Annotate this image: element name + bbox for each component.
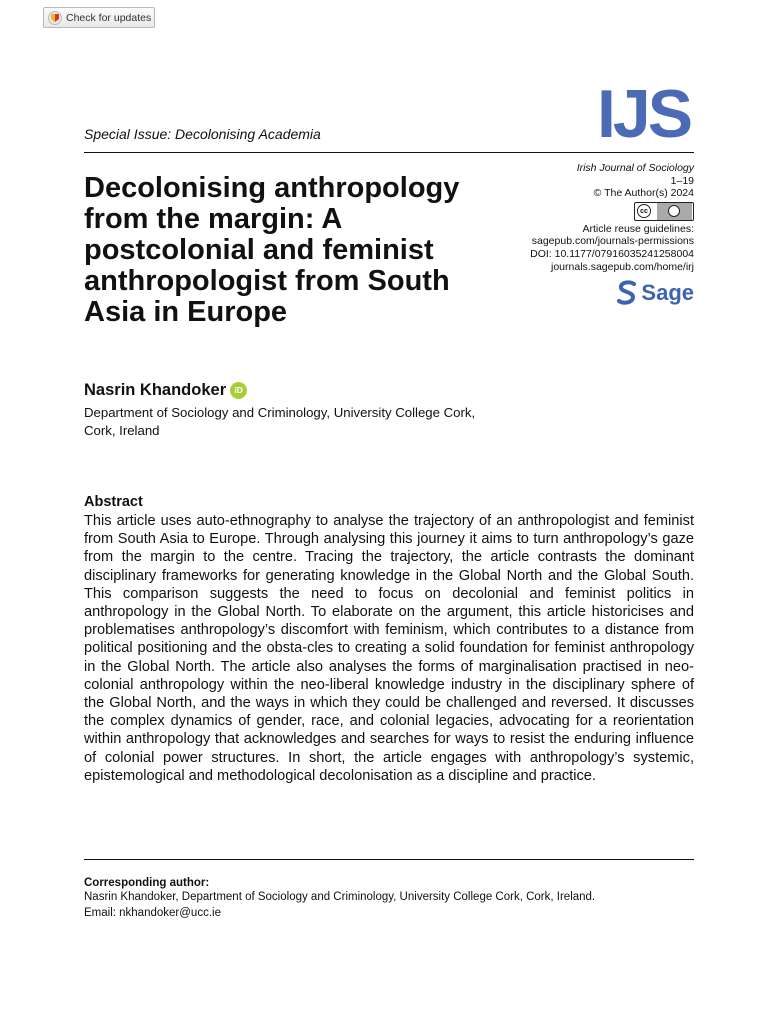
cc-by-license-icon[interactable]: cc [634, 202, 694, 221]
header-divider [84, 152, 694, 153]
abstract-text: This article uses auto-ethnography to analyse the trajectory of an anthropologist and feminist from South Asia to Europe. Through analysing this journey it aims to turn anthropology’s gaze from the margin to the centre. Tracing the trajectory, the article contrasts the dominant disciplinary frameworks for generating knowledge in the Global North and the Global South. This comparison suggests the need to focus on decolonial and feminist politics in anthropology in the Global North. To elaborate on the argument, this article historicises and problematises anthropology’s discomfort with feminism, which contributes to a distance from political positioning and the obsta-cles to creating a solid foundation for feminist anthropology in the Global North. The article also analyses the forms of marginalisation practised in neo-colonial anthropology within the neo-liberal knowledge industry in the disciplinary sphere of the Global North, and the ways in which they could be challenged and reversed. It discusses the complex dynamics of gender, race, and colonial legacies, advocating for a reorientation within anthropology that acknowledges and searches for ways to resist the enduring influence of colonial power structures. In short, the article engages with anthropology’s systemic, epistemological and methodological decolonisation as a discipline and practice. [84, 513, 694, 784]
corresponding-author-heading: Corresponding author: [84, 877, 210, 889]
article-title: Decolonising anthropology from the margin: A postcolonial and feminist anthropologist from South Asia in Europe [84, 172, 460, 328]
check-for-updates-label: Check for updates [66, 11, 152, 24]
corresponding-author-email[interactable]: Email: nkhandoker@ucc.ie [84, 906, 221, 919]
author-affiliation: Department of Sociology and Criminology, University College Cork, Cork, Ireland [84, 405, 476, 438]
crossmark-icon [48, 11, 62, 25]
sage-s-icon [617, 280, 637, 306]
journal-homepage-link[interactable]: journals.sagepub.com/home/irj [551, 260, 694, 273]
journal-name: Irish Journal of Sociology [576, 162, 694, 174]
author-name: Nasrin Khandoker [84, 381, 227, 399]
abstract-heading: Abstract [84, 494, 143, 510]
reuse-guidelines: Article reuse guidelines: [582, 222, 694, 235]
journal-logo: IJS [597, 76, 691, 152]
page-range: 1–19 [670, 174, 694, 187]
doi[interactable]: DOI: 10.1177/07916035241258004 [530, 247, 694, 260]
publisher-name: Sage [641, 280, 694, 305]
article-metadata [530, 162, 694, 273]
orcid-icon[interactable]: iD [230, 382, 247, 399]
permissions-link[interactable]: sagepub.com/journals-permissions [531, 235, 694, 248]
footnote-divider [84, 859, 694, 860]
sage-logo [617, 280, 694, 306]
check-for-updates-button[interactable] [43, 7, 155, 28]
corresponding-author-address: Nasrin Khandoker, Department of Sociology and Criminology, University College Cork, Cork, Ireland. [84, 891, 596, 903]
special-issue-label: Special Issue: Decolonising Academia [84, 126, 321, 142]
corresponding-author-details [84, 890, 595, 921]
copyright: © The Author(s) 2024 [593, 187, 694, 200]
author-line [84, 381, 247, 400]
